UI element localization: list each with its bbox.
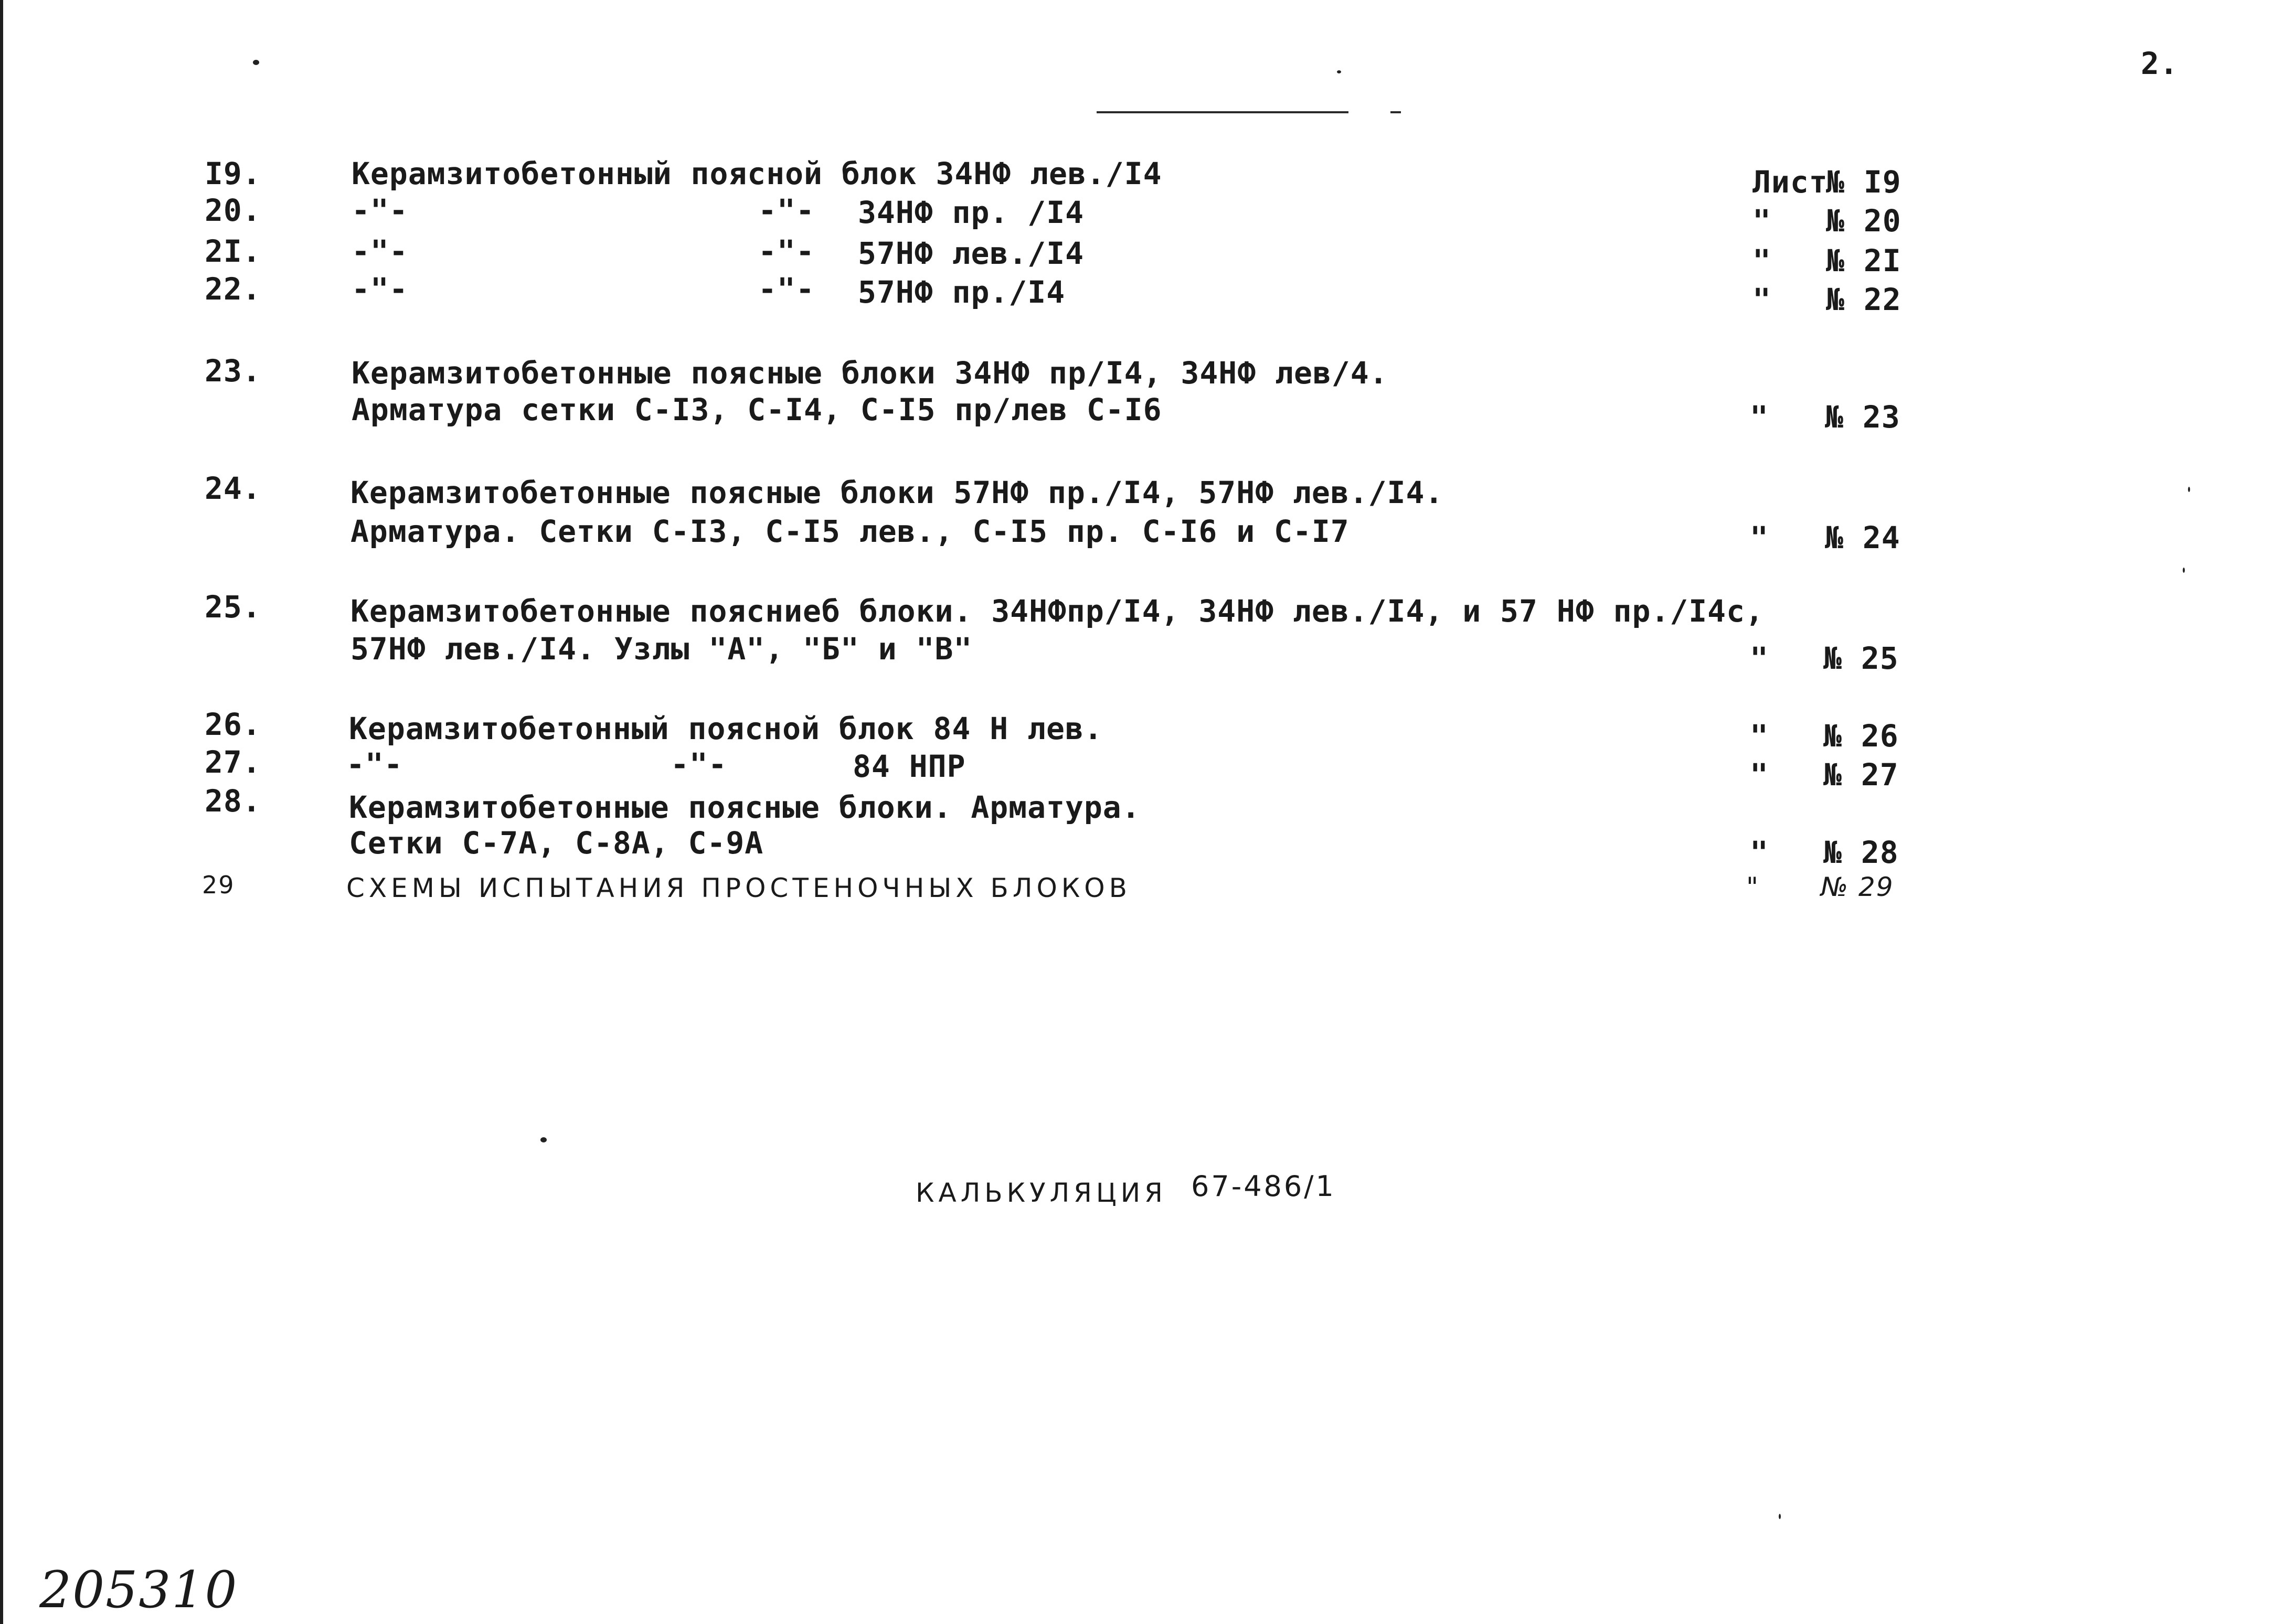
- row-number: 25.: [205, 589, 261, 625]
- row-description-line1: Керамзитобетонные поясные блоки 57НФ пр./I4, 57НФ лев./I4.: [350, 475, 1444, 510]
- sheet-number: № 26: [1823, 718, 1899, 754]
- row-description: Керамзитобетонный поясной блок 34НФ лев./I4: [352, 156, 1162, 191]
- ditto-mark: -"-: [671, 746, 727, 782]
- scan-speck: [540, 1137, 547, 1142]
- row-number: 23.: [205, 353, 261, 389]
- row-description-line1: Керамзитобетонные поясниеб блоки. 34НФпр/I4, 34НФ лев./I4, и 57 НФ пр./I4с,: [350, 593, 1764, 629]
- row-code: 84 НПР: [853, 749, 966, 784]
- archive-number: 205310: [39, 1561, 238, 1619]
- row-number: 20.: [205, 193, 261, 228]
- ditto-mark: -"-: [352, 233, 408, 269]
- row-number: 22.: [205, 271, 261, 307]
- ditto-mark: -"-: [758, 271, 815, 307]
- sheet-number: № 24: [1825, 520, 1900, 555]
- row-description: Керамзитобетонный поясной блок 84 Н лев.: [349, 711, 1103, 746]
- sheet-number: № 29: [1821, 872, 1894, 902]
- scan-speck: [253, 60, 259, 65]
- sheet-number: № 20: [1826, 203, 1901, 239]
- ditto-mark: -"-: [758, 233, 815, 269]
- row-number: 26.: [205, 707, 261, 742]
- sheet-number: № 28: [1823, 835, 1899, 870]
- row-description: СХЕМЫ ИСПЫТАНИЯ ПРОСТЕНОЧНЫХ БЛОКОВ: [346, 873, 1131, 903]
- ditto-mark: ": [1752, 243, 1771, 279]
- ditto-mark: ": [1746, 872, 1762, 902]
- ditto-mark: ": [1750, 520, 1769, 555]
- ditto-mark: -"-: [758, 193, 815, 228]
- sheet-number: № 25: [1823, 640, 1899, 676]
- calculation-code: 67-486/1: [1191, 1170, 1336, 1203]
- scan-speck: [1337, 70, 1341, 73]
- sheet-number: № 22: [1826, 282, 1901, 317]
- ditto-mark: ": [1750, 757, 1769, 793]
- sheet-number: № 27: [1823, 757, 1899, 793]
- row-code: 57НФ лев./I4: [858, 236, 1085, 271]
- calculation-title: КАЛЬКУЛЯЦИЯ: [916, 1178, 1167, 1208]
- row-description-line2: Сетки С-7А, С-8А, С-9А: [349, 825, 764, 861]
- scan-speck: [1779, 1514, 1781, 1519]
- row-description-line2: Арматура. Сетки С-I3, С-I5 лев., С-I5 пр. С-I6 и С-I7: [350, 514, 1350, 549]
- ditto-mark: -"-: [352, 193, 408, 228]
- row-code: 57НФ пр./I4: [858, 274, 1066, 310]
- ditto-mark: ": [1750, 835, 1769, 870]
- ditto-mark: -"-: [352, 271, 408, 307]
- page-number: 2.: [2141, 46, 2179, 81]
- ditto-mark: ": [1750, 718, 1769, 754]
- sheet-label: Лист: [1752, 164, 1828, 200]
- ditto-mark: ": [1750, 399, 1769, 435]
- row-description-line2: Арматура сетки С-I3, С-I4, С-I5 пр/лев С-I6: [352, 392, 1162, 428]
- ditto-mark: ": [1752, 282, 1771, 317]
- row-number: 29: [202, 871, 235, 899]
- ditto-mark: -"-: [346, 746, 403, 782]
- row-number: I9.: [205, 156, 261, 191]
- sheet-number: № 2I: [1826, 243, 1901, 279]
- row-description-line1: Керамзитобетонные поясные блоки. Арматура.: [349, 789, 1141, 825]
- ditto-mark: ": [1750, 640, 1769, 676]
- row-code: 34НФ пр. /I4: [858, 195, 1085, 230]
- row-number: 28.: [205, 783, 261, 819]
- row-description-line2: 57НФ лев./I4. Узлы "А", "Б" и "В": [350, 631, 973, 667]
- ditto-mark: ": [1752, 203, 1771, 239]
- scan-speck: [2188, 487, 2190, 492]
- sheet-number: № 23: [1825, 399, 1900, 435]
- top-rule: [1097, 111, 1348, 113]
- row-number: 2I.: [205, 233, 261, 269]
- row-number: 24.: [205, 471, 261, 506]
- row-number: 27.: [205, 744, 261, 780]
- sheet-number: № I9: [1826, 164, 1901, 200]
- row-description-line1: Керамзитобетонные поясные блоки 34НФ пр/I4, 34НФ лев/4.: [352, 355, 1388, 391]
- top-rule-dash: [1390, 111, 1401, 113]
- scan-speck: [2183, 568, 2185, 573]
